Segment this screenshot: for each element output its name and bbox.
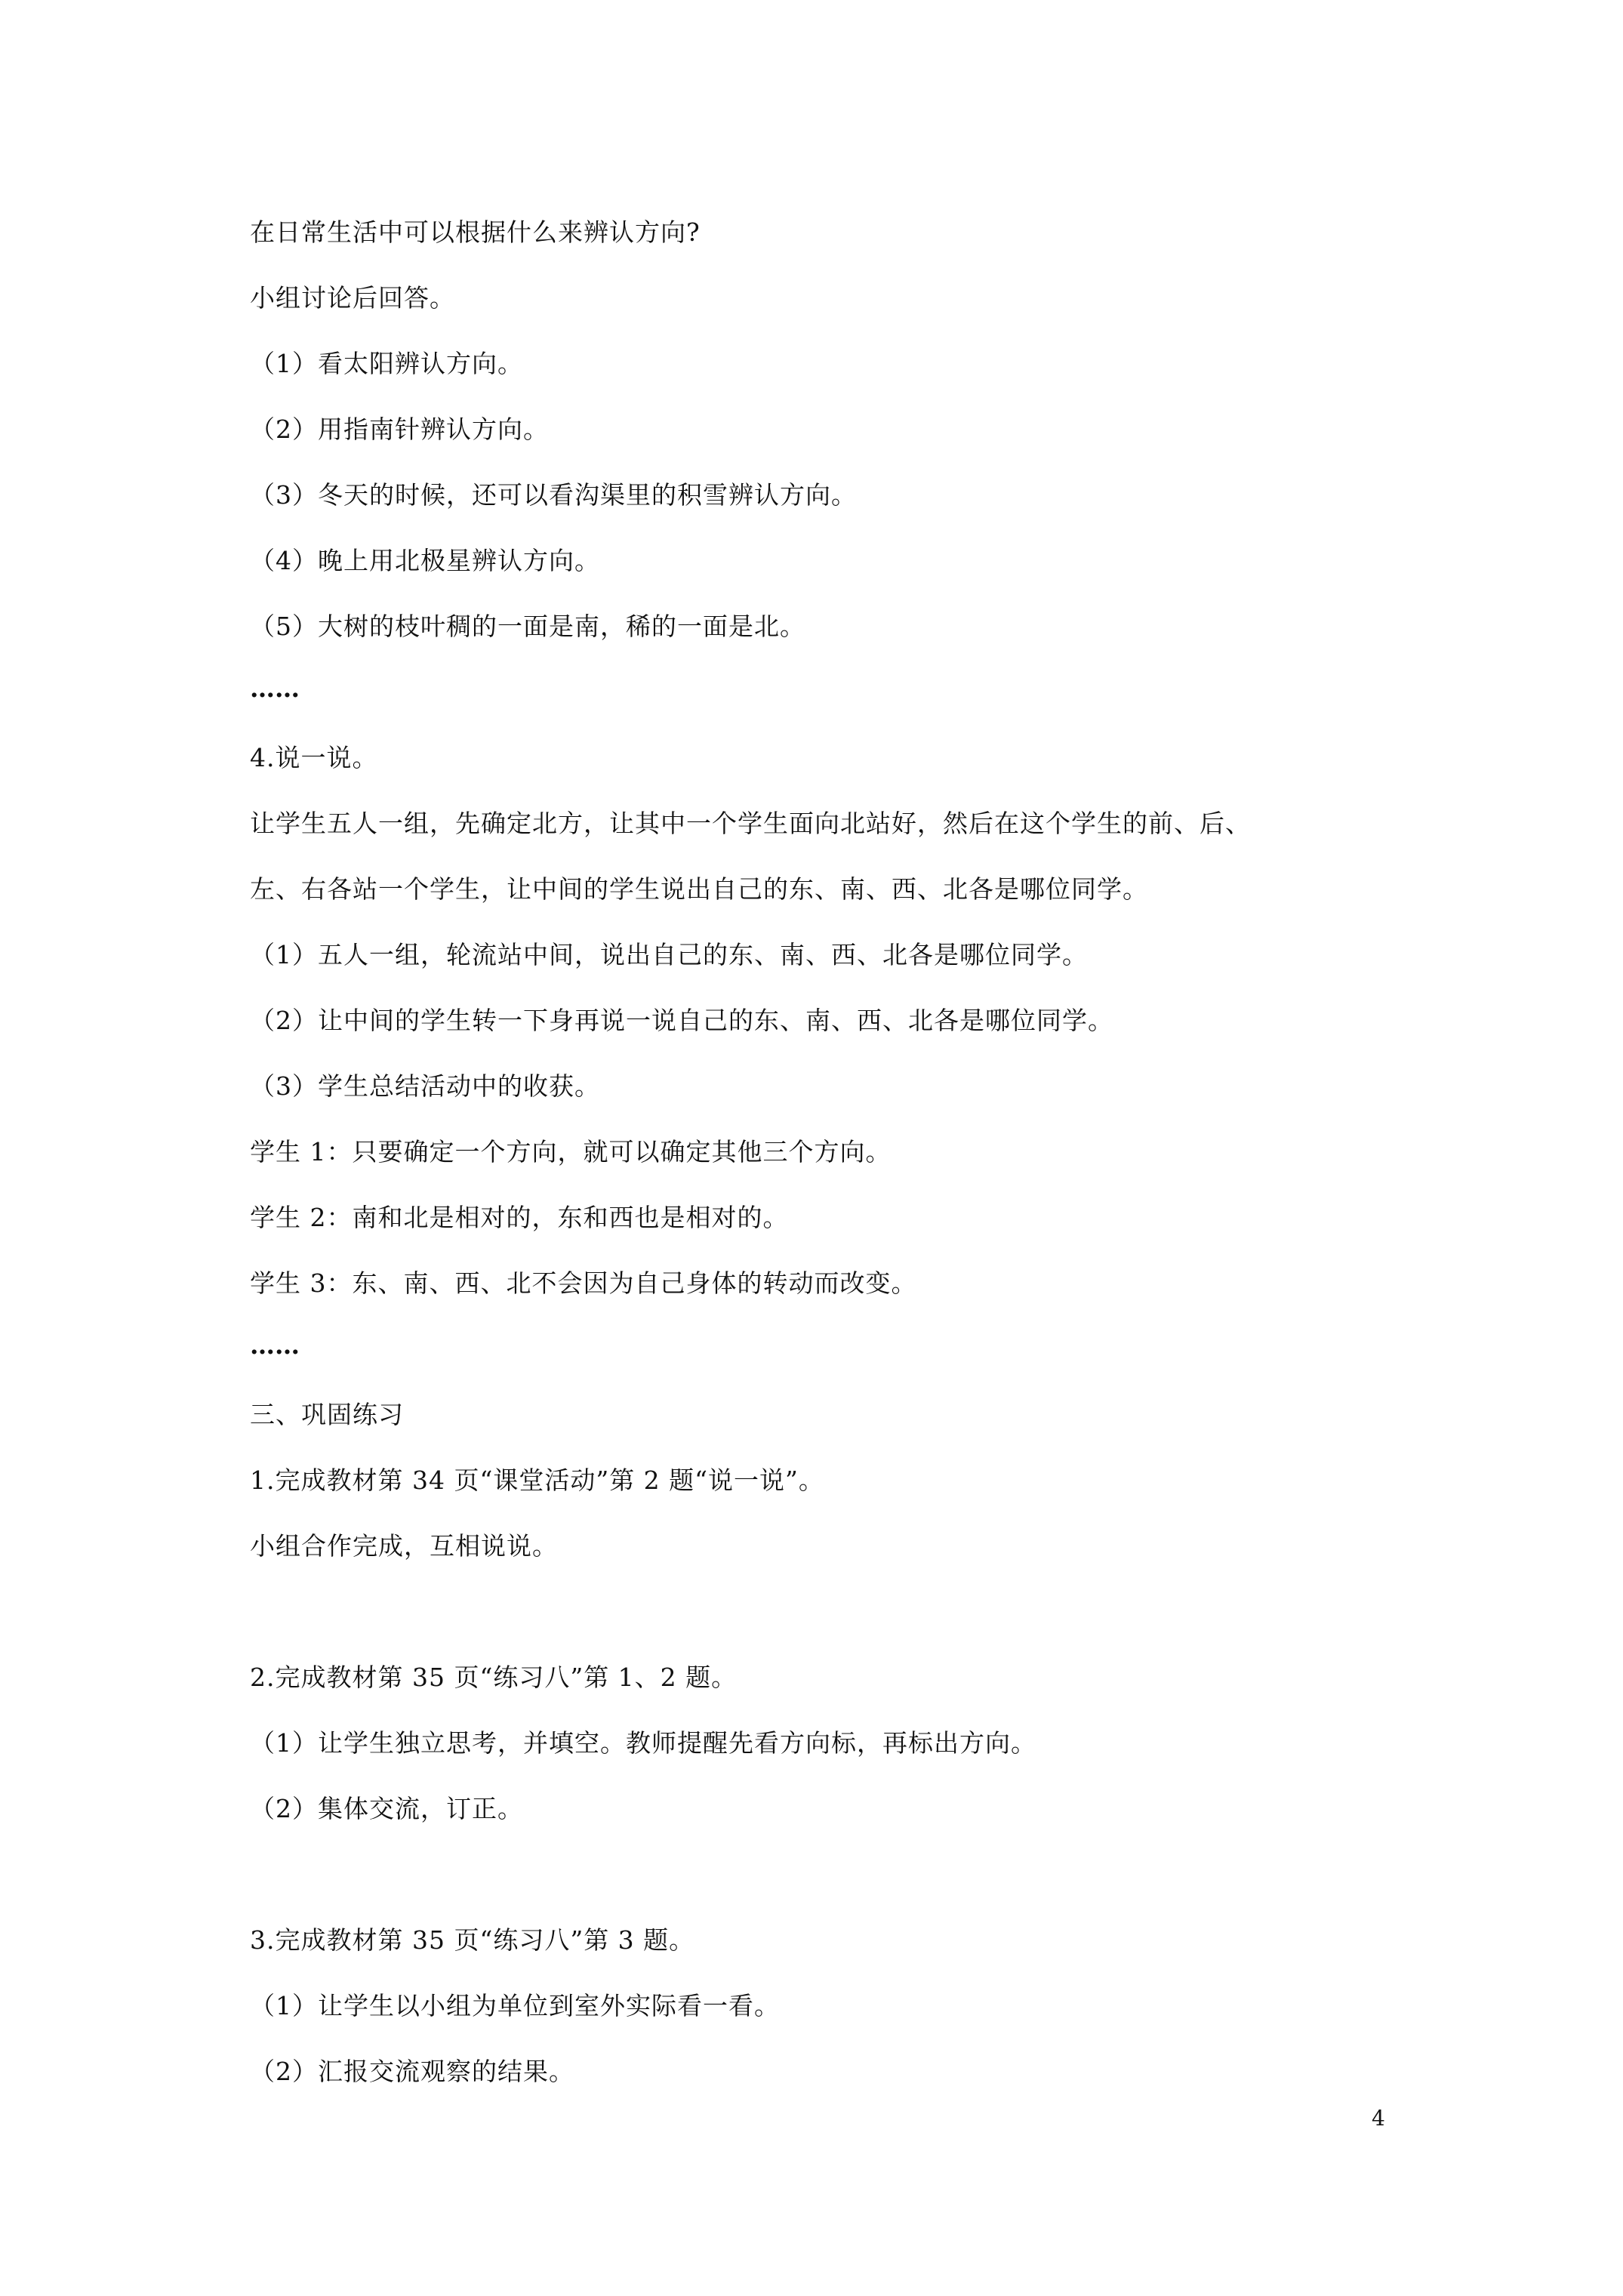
- exercise-2-title: 2.完成教材第 35 页“练习八”第 1、2 题。: [250, 1663, 738, 1692]
- instruction-line: 小组讨论后回答。: [250, 283, 455, 313]
- activity-item-1: （1）五人一组，轮流站中间，说出自己的东、南、西、北各是哪位同学。: [250, 940, 1088, 969]
- page-number: 4: [1372, 2106, 1385, 2131]
- section-heading-4: 4.说一说。: [250, 743, 378, 772]
- student-response-1: 学生 1：只要确定一个方向，就可以确定其他三个方向。: [250, 1137, 892, 1166]
- question-line: 在日常生活中可以根据什么来辨认方向?: [250, 217, 701, 247]
- activity-item-2: （2）让中间的学生转一下身再说一说自己的东、南、西、北各是哪位同学。: [250, 1006, 1113, 1035]
- section-heading-consolidation: 三、巩固练习: [250, 1400, 404, 1429]
- paragraph-line: 左、右各站一个学生，让中间的学生说出自己的东、南、西、北各是哪位同学。: [250, 874, 1148, 904]
- ellipsis-2: ……: [250, 1330, 300, 1360]
- ellipsis-1: ……: [250, 673, 300, 703]
- exercise-1-title: 1.完成教材第 34 页“课堂活动”第 2 题“说一说”。: [250, 1465, 824, 1495]
- answer-item-1: （1）看太阳辨认方向。: [250, 349, 523, 378]
- exercise-1-instruction: 小组合作完成，互相说说。: [250, 1531, 558, 1561]
- paragraph-line: 让学生五人一组，先确定北方，让其中一个学生面向北站好，然后在这个学生的前、后、: [250, 809, 1251, 838]
- answer-item-5: （5）大树的枝叶稠的一面是南，稀的一面是北。: [250, 612, 805, 641]
- exercise-3-title: 3.完成教材第 35 页“练习八”第 3 题。: [250, 1925, 695, 1955]
- exercise-2-step-2: （2）集体交流，订正。: [250, 1794, 523, 1823]
- exercise-2-step-1: （1）让学生独立思考，并填空。教师提醒先看方向标，再标出方向。: [250, 1728, 1036, 1758]
- exercise-3-step-1: （1）让学生以小组为单位到室外实际看一看。: [250, 1991, 780, 2020]
- answer-item-4: （4）晚上用北极星辨认方向。: [250, 546, 600, 575]
- answer-item-2: （2）用指南针辨认方向。: [250, 415, 549, 444]
- student-response-2: 学生 2：南和北是相对的，东和西也是相对的。: [250, 1203, 789, 1232]
- exercise-3-step-2: （2）汇报交流观察的结果。: [250, 2057, 574, 2086]
- activity-item-3: （3）学生总结活动中的收获。: [250, 1071, 600, 1101]
- answer-item-3: （3）冬天的时候，还可以看沟渠里的积雪辨认方向。: [250, 480, 857, 510]
- student-response-3: 学生 3：东、南、西、北不会因为自己身体的转动而改变。: [250, 1268, 917, 1298]
